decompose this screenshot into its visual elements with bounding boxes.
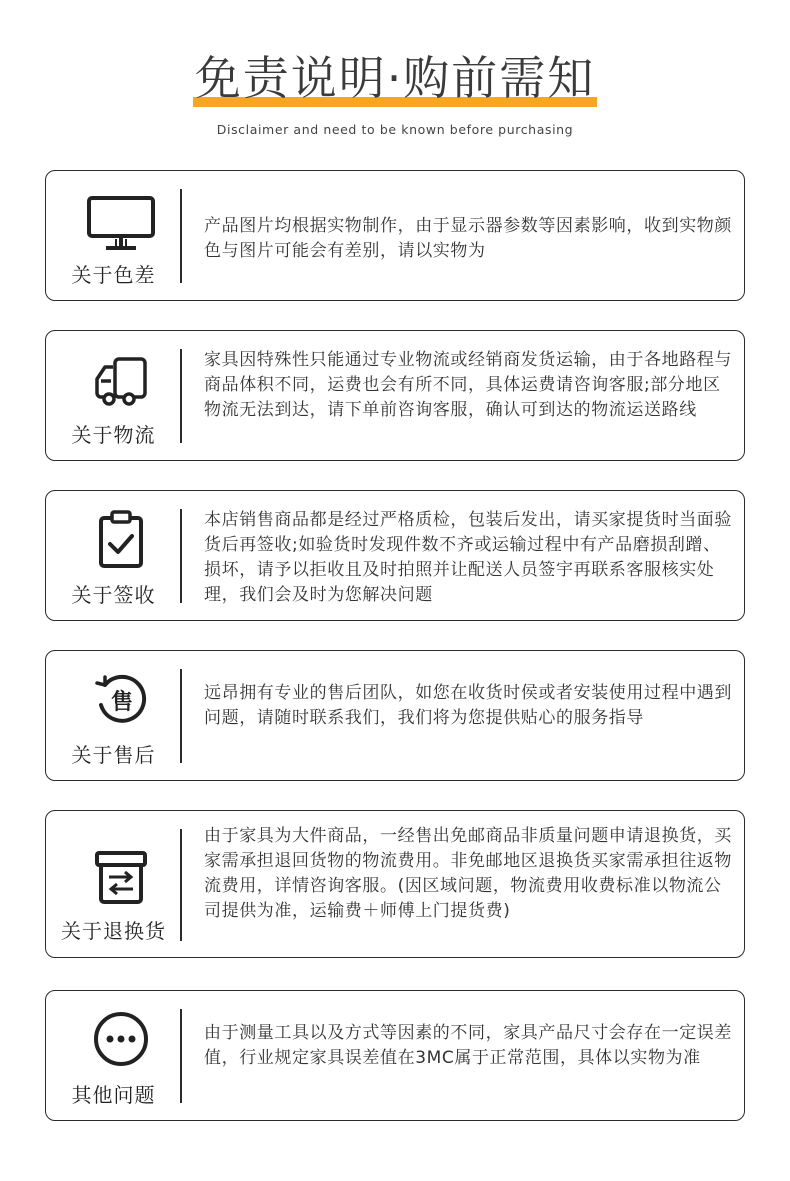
- section-text: 产品图片均根据实物制作，由于显示器参数等因素影响，收到实物颜色与图片可能会有差别，请以实物为: [204, 216, 732, 261]
- section-text: 远昂拥有专业的售后团队，如您在收货时侯或者安装使用过程中遇到问题，请随时联系我们，我们将为您提供贴心的服务指导: [204, 683, 732, 728]
- section-other-questions: [45, 990, 745, 1121]
- section-divider: [180, 669, 182, 763]
- section-after-sales: [45, 650, 745, 781]
- section-label: 关于退换货: [61, 919, 166, 943]
- section-text: 由于家具为大件商品，一经售出免邮商品非质量问题申请退换货，买家需承担退回货物的物流费用。非免邮地区退换货买家需承担往返物流费用，详情咨询客服。(因区域问题，物流费用收费标准以物流公司提供为准，运输费＋师傅上门提货费): [204, 826, 732, 921]
- section-color-difference: [45, 170, 745, 301]
- section-text: 本店销售商品都是经过严格质检，包装后发出，请买家提货时当面验货后再签收;如验货时发现件数不齐或运输过程中有产品磨损刮蹭、损坏，请予以拒收且及时拍照并让配送人员签宇再联系客服核实处理，我们会及时为您解决问题: [204, 510, 732, 605]
- monitor-icon: [66, 187, 176, 259]
- section-label: 其他问题: [71, 1083, 156, 1107]
- after-sales-icon: [66, 663, 176, 735]
- return-box-icon: [66, 841, 176, 913]
- section-divider: [180, 509, 182, 603]
- more-dots-icon: [66, 1003, 176, 1075]
- section-text: 由于测量工具以及方式等因素的不同，家具产品尺寸会存在一定误差值，行业规定家具误差值在3MC属于正常范围，具体以实物为准: [204, 1023, 732, 1068]
- section-label: 关于色差: [71, 263, 156, 287]
- section-divider: [180, 1009, 182, 1103]
- section-label: 关于物流: [71, 423, 156, 447]
- section-text: 家具因特殊性只能通过专业物流或经销商发货运输，由于各地路程与商品体积不同，运费也会有所不同，具体运费请咨询客服;部分地区物流无法到达，请下单前咨询客服，确认可到达的物流运送路线: [204, 350, 732, 420]
- section-label: 关于售后: [71, 743, 156, 767]
- section-divider: [180, 189, 182, 283]
- page-title-text: 免责说明·购前需知: [194, 51, 596, 105]
- section-divider: [180, 829, 182, 941]
- after-sales-icon-text: 售: [110, 690, 134, 715]
- section-receipt: [45, 490, 745, 621]
- section-divider: [180, 349, 182, 443]
- page-subtitle: Disclaimer and need to be known before purchasing: [216, 122, 574, 137]
- delivery-truck-icon: [66, 345, 176, 417]
- clipboard-check-icon: [66, 503, 176, 575]
- section-label: 关于签收: [71, 583, 156, 607]
- section-logistics: [45, 330, 745, 461]
- section-returns: [45, 810, 745, 958]
- page-title: [195, 48, 596, 108]
- header: [0, 48, 790, 108]
